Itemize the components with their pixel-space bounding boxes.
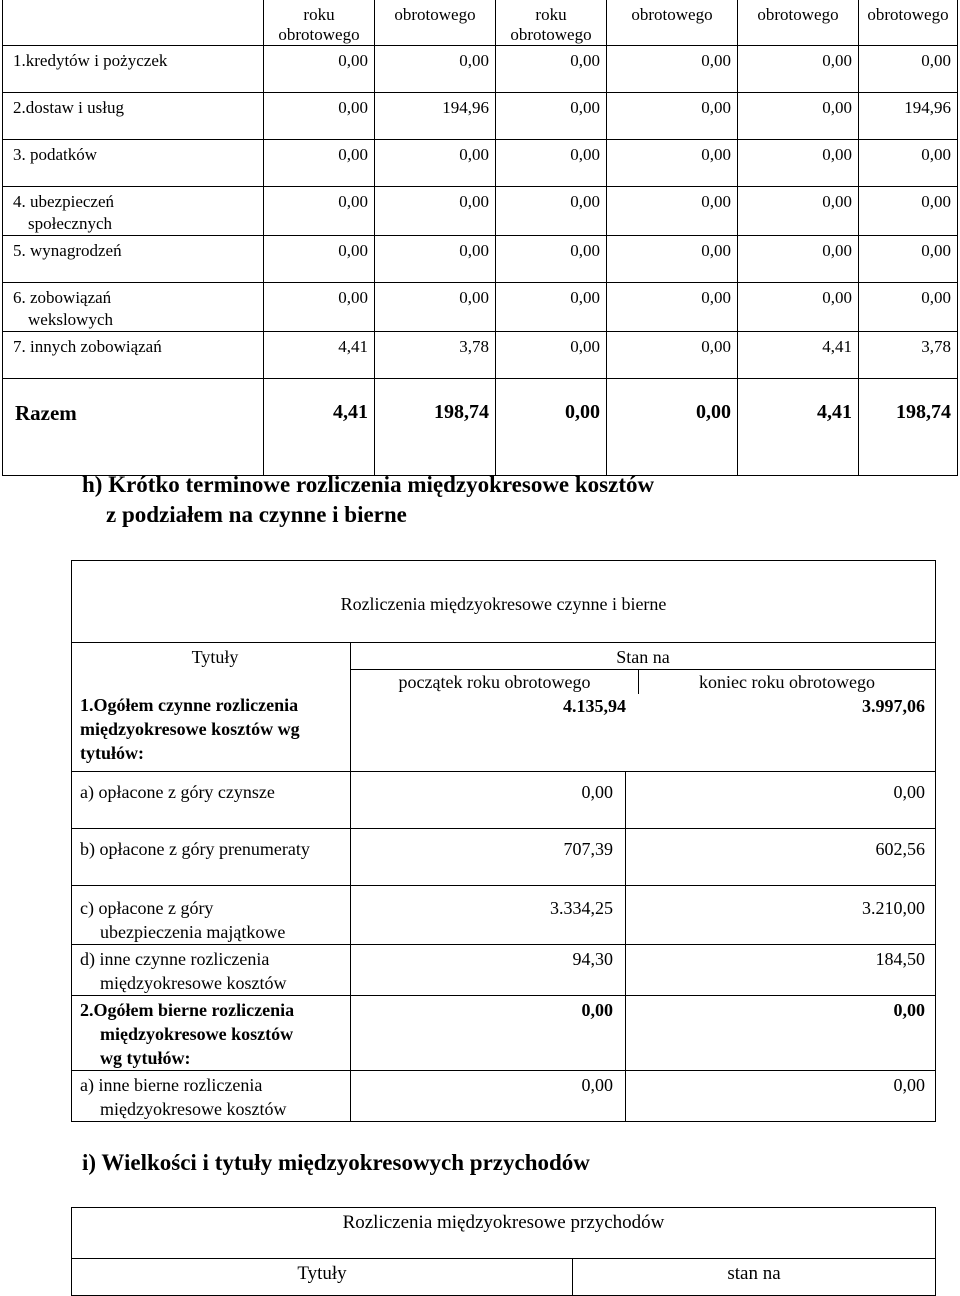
row-label: 3. podatków xyxy=(3,140,264,187)
cell-value: 0,00 xyxy=(496,140,607,187)
table-row xyxy=(72,829,936,886)
cell-value: 0,00 xyxy=(859,140,958,187)
row-label: c) opłacone z góry ubezpieczenia majątkowe xyxy=(72,886,351,945)
table-row xyxy=(3,93,958,140)
cell-value: 0,00 xyxy=(607,187,738,236)
cell-value: 0,00 xyxy=(738,93,859,140)
col-end-label: koniec roku obrotowego xyxy=(638,670,935,694)
cell-value: 3,78 xyxy=(859,332,958,379)
row-label: b) opłacone z góry prenumeraty xyxy=(72,829,351,886)
table-row xyxy=(72,772,936,829)
cell-value: 94,30 xyxy=(351,945,626,996)
col-titles-label: Tytuły xyxy=(191,647,239,667)
section-h-heading xyxy=(82,470,654,530)
group1-start-value: 4.135,94 xyxy=(563,696,626,716)
liabilities-header-row xyxy=(3,0,958,46)
cell-value: 0,00 xyxy=(859,46,958,93)
cell-value: 0,00 xyxy=(496,283,607,332)
cell-value: 0,00 xyxy=(859,283,958,332)
cell-value: 4,41 xyxy=(264,332,375,379)
row-label: 6. zobowiązań wekslowych xyxy=(3,283,264,332)
row-label: a) opłacone z góry czynsze xyxy=(72,772,351,829)
period-columns xyxy=(351,669,935,694)
cell-value: 0,00 xyxy=(738,187,859,236)
cell-value: 0,00 xyxy=(738,140,859,187)
cell-value: 0,00 xyxy=(859,236,958,283)
table-row xyxy=(3,236,958,283)
table-row xyxy=(72,886,936,945)
cell-value: 0,00 xyxy=(351,1071,626,1122)
income-col-stan: stan na xyxy=(573,1259,936,1296)
cell-value: 194,96 xyxy=(859,93,958,140)
total-value: 0,00 xyxy=(496,379,607,476)
section-i-heading: i) Wielkości i tytuły międzyokresowych przychodów xyxy=(82,1150,590,1175)
header-col-6: obrotowego xyxy=(859,0,958,46)
row-label: 2.Ogółem bierne rozliczenia międzyokresowe kosztów wg tytułów: xyxy=(72,996,351,1071)
cell-value: 602,56 xyxy=(626,829,936,886)
table-row xyxy=(72,1071,936,1122)
header-col-4: obrotowego xyxy=(607,0,738,46)
total-value: 4,41 xyxy=(738,379,859,476)
cell-value: 0,00 xyxy=(496,187,607,236)
table-row xyxy=(72,945,936,996)
stan-na-block xyxy=(351,643,936,772)
cell-value: 194,96 xyxy=(375,93,496,140)
cell-value: 0,00 xyxy=(264,140,375,187)
total-value: 4,41 xyxy=(264,379,375,476)
total-row xyxy=(3,379,958,476)
cell-value: 0,00 xyxy=(375,236,496,283)
row-label: d) inne czynne rozliczenia międzyokresowe kosztów xyxy=(72,945,351,996)
group1-values xyxy=(351,694,935,718)
cell-value: 0,00 xyxy=(496,236,607,283)
stan-na-label: Stan na xyxy=(616,647,670,667)
header-blank-cell xyxy=(3,0,264,46)
cell-value: 0,00 xyxy=(264,187,375,236)
cell-value: 0,00 xyxy=(264,46,375,93)
total-label: Razem xyxy=(3,379,264,476)
table-row xyxy=(3,140,958,187)
cell-value: 0,00 xyxy=(351,996,626,1071)
row-label: a) inne bierne rozliczenia międzyokresowe kosztów xyxy=(72,1071,351,1122)
cell-value: 0,00 xyxy=(607,140,738,187)
section-h-line2: z podziałem na czynne i bierne xyxy=(106,502,407,527)
table-row xyxy=(3,283,958,332)
cell-value: 0,00 xyxy=(375,46,496,93)
cell-value: 0,00 xyxy=(375,140,496,187)
section-h-line1: h) Krótko terminowe rozliczenia międzyokresowe kosztów xyxy=(82,472,655,497)
cell-value: 0,00 xyxy=(375,283,496,332)
accruals-table-title: Rozliczenia międzyokresowe czynne i bierne xyxy=(72,561,936,643)
header-col-1: roku obrotowego xyxy=(264,0,375,46)
table-row xyxy=(72,996,936,1071)
cell-value: 3.210,00 xyxy=(626,886,936,945)
group1-end-value: 3.997,06 xyxy=(862,696,925,716)
cell-value: 3,78 xyxy=(375,332,496,379)
cell-value: 3.334,25 xyxy=(351,886,626,945)
table-row xyxy=(3,332,958,379)
cell-value: 0,00 xyxy=(351,772,626,829)
cell-value: 0,00 xyxy=(859,187,958,236)
income-col-titles: Tytuły xyxy=(72,1259,573,1296)
cell-value: 184,50 xyxy=(626,945,936,996)
cell-value: 0,00 xyxy=(496,93,607,140)
cell-value: 0,00 xyxy=(264,236,375,283)
table-row xyxy=(3,46,958,93)
cell-value: 0,00 xyxy=(626,772,936,829)
cell-value: 0,00 xyxy=(264,283,375,332)
row-label: 1.kredytów i pożyczek xyxy=(3,46,264,93)
cell-value: 0,00 xyxy=(496,332,607,379)
row-label: 2.dostaw i usług xyxy=(3,93,264,140)
header-col-5: obrotowego xyxy=(738,0,859,46)
header-col-2: obrotowego xyxy=(375,0,496,46)
accruals-table xyxy=(71,560,936,1122)
cell-value: 707,39 xyxy=(351,829,626,886)
col-titles-cell: Tytuły 1.Ogółem czynne rozliczenia międzyokresowe kosztów wg tytułów: xyxy=(72,643,351,772)
cell-value: 4,41 xyxy=(738,332,859,379)
cell-value: 0,00 xyxy=(607,332,738,379)
accruals-header-block xyxy=(72,643,936,772)
header-col-3: roku obrotowego xyxy=(496,0,607,46)
income-table-title: Rozliczenia międzyokresowe przychodów xyxy=(72,1208,936,1259)
cell-value: 0,00 xyxy=(607,46,738,93)
cell-value: 0,00 xyxy=(607,93,738,140)
cell-value: 0,00 xyxy=(626,996,936,1071)
cell-value: 0,00 xyxy=(738,46,859,93)
liabilities-table xyxy=(2,0,958,476)
total-value: 198,74 xyxy=(375,379,496,476)
income-table xyxy=(71,1207,936,1296)
row-label: 4. ubezpieczeń społecznych xyxy=(3,187,264,236)
total-value: 0,00 xyxy=(607,379,738,476)
cell-value: 0,00 xyxy=(607,283,738,332)
cell-value: 0,00 xyxy=(738,283,859,332)
cell-value: 0,00 xyxy=(738,236,859,283)
col-start-label: początek roku obrotowego xyxy=(398,672,591,692)
table-row xyxy=(3,187,958,236)
row-label: 5. wynagrodzeń xyxy=(3,236,264,283)
total-value: 198,74 xyxy=(859,379,958,476)
cell-value: 0,00 xyxy=(496,46,607,93)
row-label: 7. innych zobowiązań xyxy=(3,332,264,379)
cell-value: 0,00 xyxy=(375,187,496,236)
cell-value: 0,00 xyxy=(607,236,738,283)
cell-value: 0,00 xyxy=(264,93,375,140)
cell-value: 0,00 xyxy=(626,1071,936,1122)
